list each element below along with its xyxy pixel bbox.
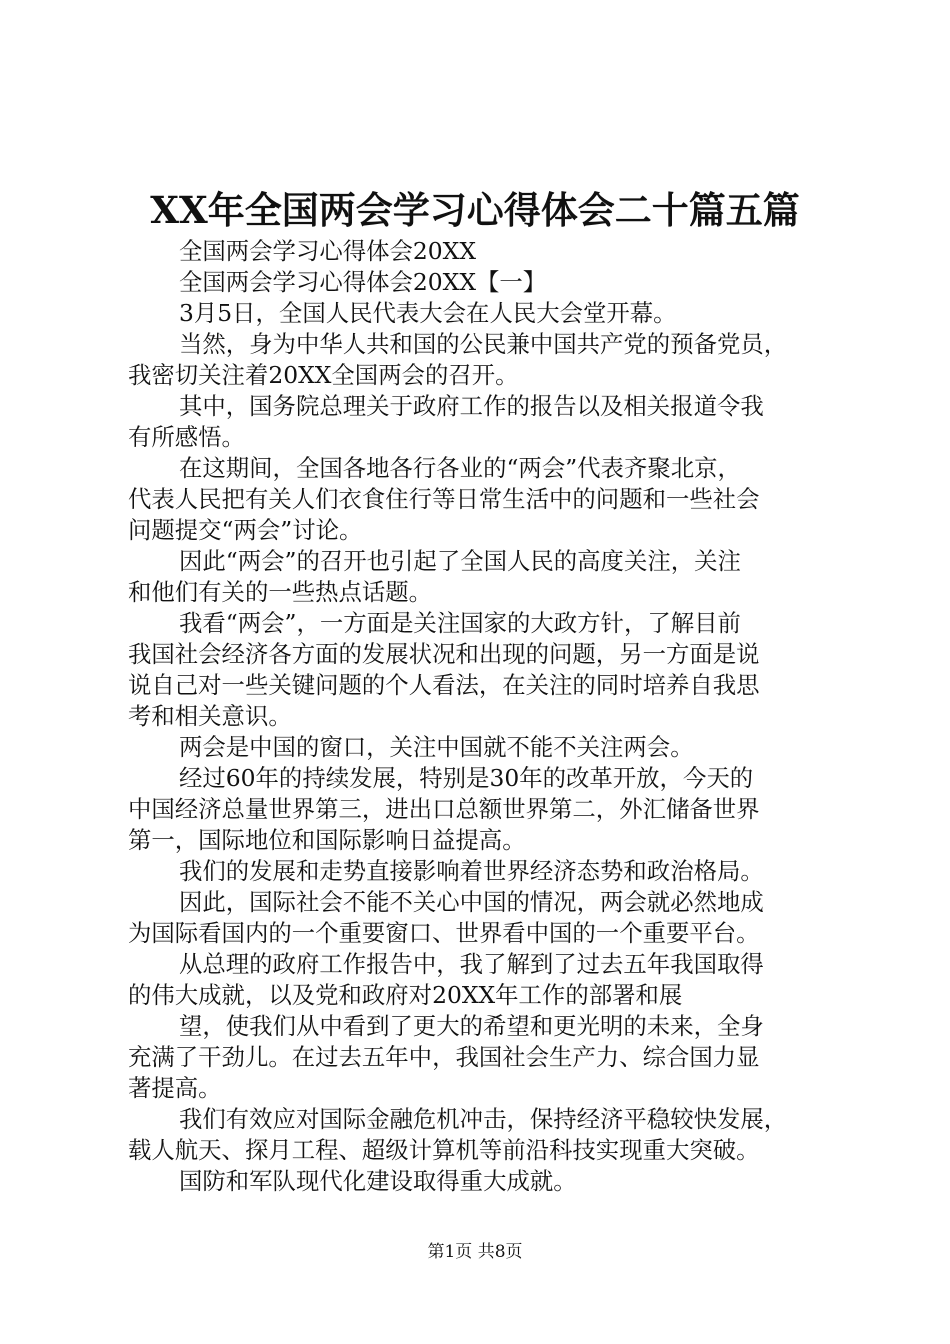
body-line: 为国际看国内的一个重要窗口、世界看中国的一个重要平台。 — [128, 919, 760, 947]
document-body — [128, 236, 834, 1197]
body-line: 在这期间，全国各地各行各业的“两会”代表齐聚北京， — [179, 454, 741, 482]
body-line: 载人航天、探月工程、超级计算机等前沿科技实现重大突破。 — [128, 1136, 760, 1164]
body-line: 因此“两会”的召开也引起了全国人民的高度关注，关注 — [179, 547, 741, 575]
body-line: 全国两会学习心得体会20XX【一】 — [179, 268, 547, 296]
body-line: 问题提交“两会”讨论。 — [128, 516, 363, 544]
body-line: 代表人民把有关人们衣食住行等日常生活中的问题和一些社会 — [128, 485, 760, 513]
document-title: XX年全国两会学习心得体会二十篇五篇 — [150, 188, 800, 232]
body-line: 其中，国务院总理关于政府工作的报告以及相关报道令我 — [179, 392, 764, 420]
body-line: 充满了干劲儿。在过去五年中，我国社会生产力、综合国力显 — [128, 1043, 760, 1071]
body-line: 我密切关注着20XX全国两会的召开。 — [128, 361, 519, 389]
body-line: 从总理的政府工作报告中，我了解到了过去五年我国取得 — [179, 950, 764, 978]
body-line: 全国两会学习心得体会20XX — [179, 237, 476, 265]
body-line: 著提高。 — [128, 1074, 222, 1102]
body-line: 的伟大成就，以及党和政府对20XX年工作的部署和展 — [128, 981, 683, 1009]
body-line: 有所感悟。 — [128, 423, 245, 451]
body-line: 说自己对一些关键问题的个人看法，在关注的同时培养自我思 — [128, 671, 760, 699]
body-line: 两会是中国的窗口，关注中国就不能不关注两会。 — [179, 733, 694, 761]
body-line: 望，使我们从中看到了更大的希望和更光明的未来，全身 — [179, 1012, 764, 1040]
body-line: 我们的发展和走势直接影响着世界经济态势和政治格局。 — [179, 857, 764, 885]
body-line: 和他们有关的一些热点话题。 — [128, 578, 433, 606]
body-line: 我们有效应对国际金融危机冲击，保持经济平稳较快发展， — [179, 1105, 788, 1133]
body-line: 因此，国际社会不能不关心中国的情况，两会就必然地成 — [179, 888, 764, 916]
body-line: 经过60年的持续发展，特别是30年的改革开放，今天的 — [179, 764, 754, 792]
body-line: 3月5日，全国人民代表大会在人民大会堂开幕。 — [179, 299, 677, 327]
body-line: 我国社会经济各方面的发展状况和出现的问题，另一方面是说 — [128, 640, 760, 668]
body-line: 中国经济总量世界第三，进出口总额世界第二，外汇储备世界 — [128, 795, 760, 823]
body-line: 我看“两会”，一方面是关注国家的大政方针，了解目前 — [179, 609, 741, 637]
page-footer: 第1页 共8页 — [427, 1242, 523, 1262]
body-line: 国防和军队现代化建设取得重大成就。 — [179, 1167, 577, 1195]
body-line: 当然，身为中华人共和国的公民兼中国共产党的预备党员， — [179, 330, 788, 358]
body-line: 考和相关意识。 — [128, 702, 292, 730]
body-line: 第一，国际地位和国际影响日益提高。 — [128, 826, 526, 854]
